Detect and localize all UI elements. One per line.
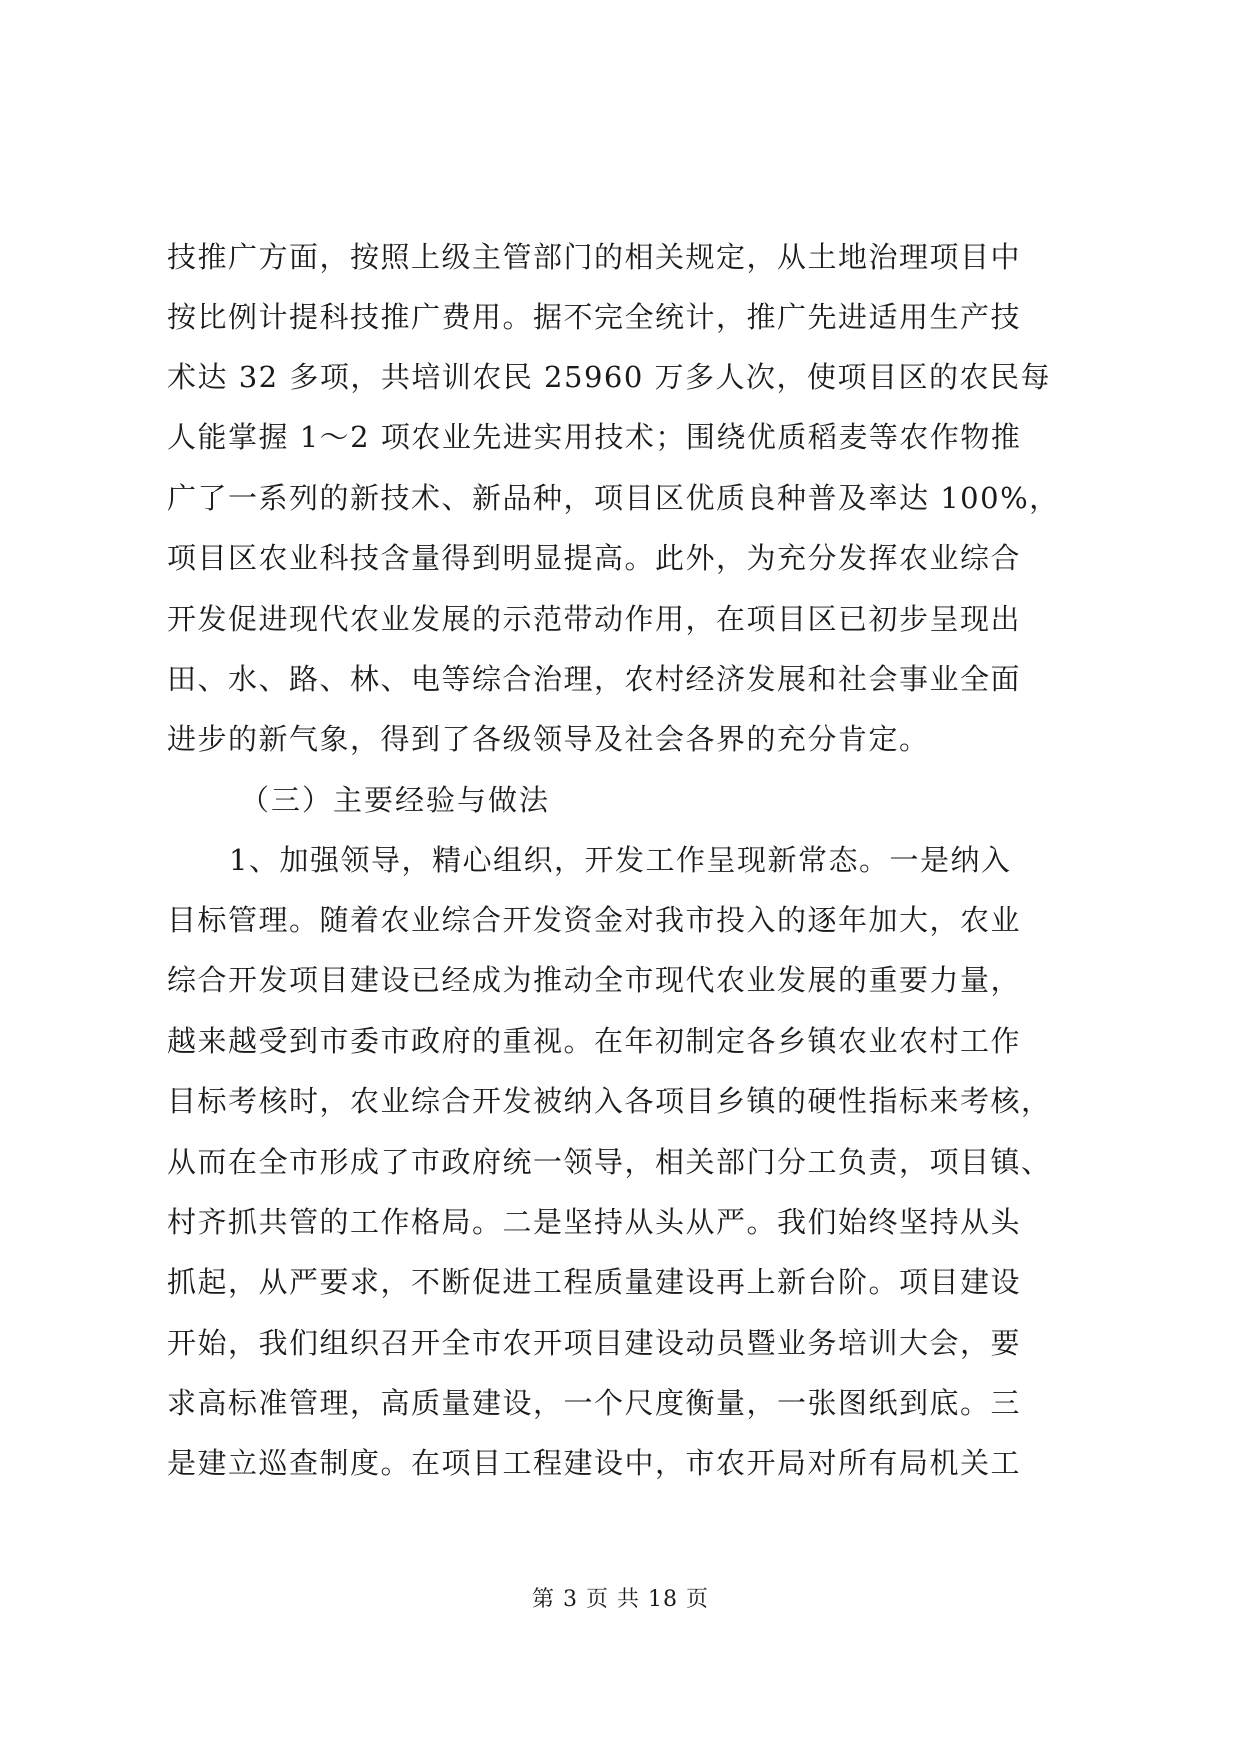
body-text-line: 技推广方面，按照上级主管部门的相关规定，从土地治理项目中: [167, 240, 1022, 274]
body-text-line: 目标考核时，农业综合开发被纳入各项目乡镇的硬性指标来考核，: [167, 1084, 1052, 1118]
body-text-line: 按比例计提科技推广费用。据不完全统计，推广先进适用生产技: [167, 300, 1022, 334]
paragraph-first-line: 1、加强领导，精心组织，开发工作呈现新常态。一是纳入: [229, 843, 1012, 877]
body-text-line: 广了一系列的新技术、新品种，项目区优质良种普及率达 100%，: [167, 481, 1060, 515]
page-number-footer: 第 3 页 共 18 页: [532, 1587, 709, 1612]
body-text-line: 开始，我们组织召开全市农开项目建设动员暨业务培训大会，要: [167, 1326, 1022, 1360]
body-text-line: 项目区农业科技含量得到明显提高。此外，为充分发挥农业综合: [167, 541, 1022, 575]
body-text-line: 综合开发项目建设已经成为推动全市现代农业发展的重要力量，: [167, 963, 1022, 997]
body-text-line: 进步的新气象，得到了各级领导及社会各界的充分肯定。: [167, 722, 930, 756]
body-text-line: 是建立巡查制度。在项目工程建设中，市农开局对所有局机关工: [167, 1446, 1022, 1480]
body-text-line: 术达 32 多项，共培训农民 25960 万多人次，使项目区的农民每: [167, 360, 1052, 394]
body-text-line: 抓起，从严要求，不断促进工程质量建设再上新台阶。项目建设: [167, 1265, 1022, 1299]
body-text-line: 开发促进现代农业发展的示范带动作用，在项目区已初步呈现出: [167, 602, 1022, 636]
section-heading: （三）主要经验与做法: [240, 783, 551, 817]
body-text-line: 田、水、路、林、电等综合治理，农村经济发展和社会事业全面: [167, 662, 1022, 696]
body-text-line: 越来越受到市委市政府的重视。在年初制定各乡镇农业农村工作: [167, 1024, 1022, 1058]
body-text-line: 人能掌握 1～2 项农业先进实用技术；围绕优质稻麦等农作物推: [167, 420, 1022, 454]
body-text-line: 目标管理。随着农业综合开发资金对我市投入的逐年加大，农业: [167, 903, 1022, 937]
body-text-line: 求高标准管理，高质量建设，一个尺度衡量，一张图纸到底。三: [167, 1386, 1022, 1420]
body-text-line: 从而在全市形成了市政府统一领导，相关部门分工负责，项目镇、: [167, 1145, 1052, 1179]
body-text-line: 村齐抓共管的工作格局。二是坚持从头从严。我们始终坚持从头: [167, 1205, 1022, 1239]
